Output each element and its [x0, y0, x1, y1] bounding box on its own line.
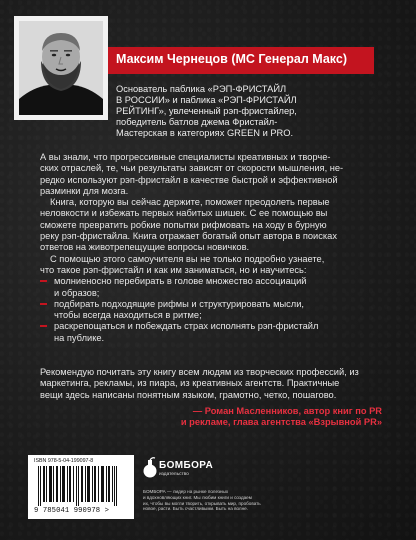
author-photo [19, 21, 103, 115]
list-item-line: раскрепощаться и побеждать страх исполнять рэп-фристайл [54, 321, 319, 332]
publisher-desc-line: и вдохновляющих книг. Мы любим книги и создаем [143, 494, 252, 500]
skills-list [40, 276, 385, 344]
para2-line: Книга, которую вы сейчас держите, поможет преодолеть первые [50, 197, 330, 208]
bio-line: Основатель паблика «РЭП-ФРИСТАЙЛ [116, 84, 287, 94]
quote-line: и рекламе, глава агентства «Взрывной PR» [180, 417, 382, 428]
bombora-logo-icon [143, 457, 157, 479]
list-item [40, 299, 385, 322]
para2-line: ответов на животрепещущие вопросы новичков. [40, 242, 250, 253]
para2-line: реку рэп-фристайла. Книга отражает богатый опыт автора в поисках [40, 231, 337, 242]
barcode-icon [34, 466, 128, 506]
recommend-line: Рекомендую почитать эту книгу всем людям из творческих профессий, из [40, 367, 359, 377]
para2-line: сможете превратить робкие попытки рифмовать на ходу в бурную [40, 219, 327, 230]
publisher-description [143, 489, 273, 512]
list-item-line: молниеносно перебирать в голове множество ассоциаций [54, 276, 307, 287]
para2-line: неловкости и избежать первых набитых шишек. С ее помощью вы [40, 208, 328, 219]
list-item [40, 321, 385, 344]
publisher-desc-line: их, чтобы вы могли творить, открывать мир, пробовать [143, 500, 261, 506]
list-item-line: и образов; [54, 287, 100, 298]
publisher-desc-line: БОМБОРА — лидер на рынке полезных [143, 489, 229, 494]
quote-attribution [172, 406, 382, 429]
author-bio [116, 84, 346, 139]
recommend-line: вещи здесь написаны понятным языком, грамотно, четко, пошагово. [40, 389, 337, 400]
bullet-dash-icon [40, 325, 47, 327]
list-item-line: чтобы всегда находиться в ритме; [54, 310, 202, 321]
list-item-line: на публике. [54, 332, 105, 343]
list-item [40, 276, 385, 299]
intro-line: А вы знали, что прогрессивные специалисты креативных и творче- [40, 152, 331, 162]
bio-line: В РОССИИ» и паблика «РЭП-ФРИСТАЙЛ [116, 95, 297, 105]
barcode-block [28, 455, 134, 519]
recommendation [40, 367, 385, 401]
bullet-dash-icon [40, 303, 47, 305]
intro-line: разминки для мозга. [40, 185, 129, 196]
publisher-desc-line: новое, расти. Быть счастливыми. Быть на волне. [143, 506, 248, 512]
isbn-number: 9 785041 990978 > [34, 507, 110, 515]
quote-line: — Роман Масленников, автор книг по PR [192, 406, 382, 416]
publisher-subtitle: издательство [159, 472, 189, 477]
description-text [40, 152, 385, 344]
author-portrait-image [19, 21, 103, 115]
list-item-line: подбирать подходящие рифмы и структурировать мысли, [54, 298, 305, 309]
isbn-text: ISBN 978-5-04-199097-8 [34, 458, 94, 464]
intro-line: ских отраслей, те, чьи результаты зависят от скорости мышления, не- [40, 163, 344, 174]
bullet-dash-icon [40, 280, 47, 282]
bio-line: РЕЙТИНГ», увлеченный рэп-фристайлер, [116, 106, 297, 116]
publisher-name: БОМБОРА [159, 460, 214, 471]
bio-line: победитель батлов джема Фристайл- [116, 117, 278, 127]
intro-line: редко используют рэп-фристайл в качестве быстрой и эффективной [40, 174, 338, 185]
author-photo-frame [14, 16, 108, 120]
recommend-line: маркетинга, рекламы, из пиара, из креативных агентств. Практичные [40, 378, 340, 389]
para3-line: что такое рэп-фристайл и как им заниматься, но и научитесь: [40, 264, 307, 275]
para3-line: С помощью этого самоучителя вы не только подробно узнаете, [50, 253, 325, 264]
author-name: Максим Чернецов (MC Генерал Макс) [116, 52, 348, 66]
bio-line: Мастерская в категориях GREEN и PRO. [116, 128, 294, 138]
